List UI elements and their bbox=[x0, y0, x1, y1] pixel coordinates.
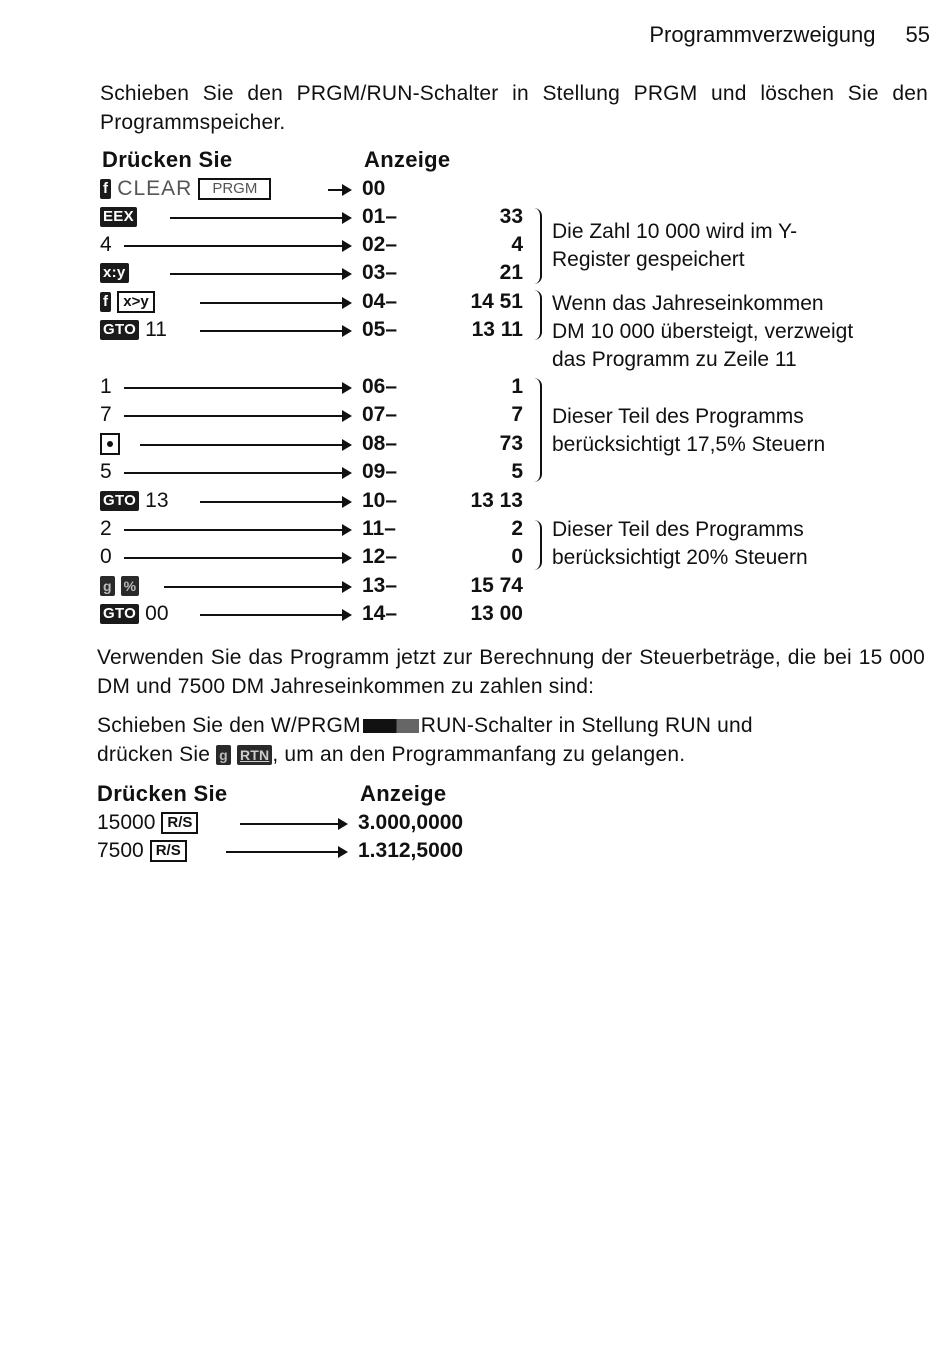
step-number: 09– bbox=[362, 460, 398, 483]
header-title: Programmverzweigung bbox=[649, 22, 876, 47]
step-number: 08– bbox=[362, 432, 398, 455]
row-keys bbox=[100, 373, 118, 401]
g-key: g bbox=[216, 745, 231, 765]
row-keys bbox=[100, 515, 118, 543]
brace-icon bbox=[534, 290, 542, 340]
gto-target: 13 bbox=[145, 489, 169, 512]
step-number: 02– bbox=[362, 233, 398, 256]
brace-icon bbox=[534, 208, 542, 284]
prgm-key: PRGM bbox=[198, 178, 271, 200]
step-number: 12– bbox=[362, 545, 398, 568]
note-branch: Wenn das Jahreseinkommen DM 10 000 übersteigt, verzweigt das Programm zu Zeile 11 bbox=[552, 292, 854, 371]
arrow-icon bbox=[226, 851, 346, 853]
arrow-icon bbox=[328, 189, 350, 191]
arrow-icon bbox=[170, 273, 350, 275]
digit-key: 5 bbox=[100, 460, 112, 483]
table1-col-keys: Drücken Sie bbox=[102, 147, 233, 172]
brace-icon bbox=[534, 520, 542, 570]
step-number: 05– bbox=[362, 318, 398, 341]
key-code: 13 11 bbox=[471, 318, 523, 341]
gto-target: 11 bbox=[145, 318, 167, 341]
table-row bbox=[0, 259, 950, 287]
table-row bbox=[0, 809, 950, 837]
step-number: 07– bbox=[362, 403, 398, 426]
page-header bbox=[649, 22, 930, 48]
key-code: 0 bbox=[511, 545, 523, 568]
percent-key: % bbox=[121, 576, 139, 596]
note-y-register: Die Zahl 10 000 wird im Y- Register gespeichert bbox=[552, 220, 798, 271]
arrow-icon bbox=[200, 501, 350, 503]
key-code: 33 bbox=[499, 205, 523, 228]
input-value: 7500 bbox=[97, 839, 144, 862]
arrow-icon bbox=[124, 387, 350, 389]
arrow-icon bbox=[124, 529, 350, 531]
input-value: 15000 bbox=[97, 811, 156, 834]
f-key: f bbox=[100, 292, 111, 312]
table-row bbox=[0, 837, 950, 865]
table-row bbox=[0, 487, 950, 515]
f-key: f bbox=[100, 179, 111, 199]
row-keys bbox=[97, 837, 193, 865]
row-keys bbox=[100, 316, 173, 344]
brace-icon bbox=[534, 378, 542, 482]
gto-target: 00 bbox=[145, 602, 169, 625]
table-row bbox=[0, 175, 950, 203]
arrow-icon bbox=[240, 823, 346, 825]
usage-paragraph: Verwenden Sie das Programm jetzt zur Berechnung der Steuerbeträge, die bei 15 000 DM und 7500 DM Jahreseinkommen zu zahlen sind: bbox=[97, 646, 925, 698]
clear-label: CLEAR bbox=[117, 177, 193, 200]
rtn-key: RTN bbox=[237, 745, 272, 765]
note-17-5-percent: Dieser Teil des Programms berücksichtigt 17,5% Steuern bbox=[552, 405, 826, 456]
key-code: 4 bbox=[511, 233, 523, 256]
arrow-icon bbox=[124, 557, 350, 559]
row-keys bbox=[100, 175, 277, 203]
x-swap-y-key: x:y bbox=[100, 263, 129, 283]
row-keys bbox=[100, 600, 175, 628]
table1-col-display: Anzeige bbox=[364, 147, 451, 172]
table-row bbox=[0, 373, 950, 401]
row-keys bbox=[100, 259, 135, 287]
key-code: 1 bbox=[511, 375, 523, 398]
arrow-icon bbox=[124, 415, 350, 417]
arrow-icon bbox=[200, 302, 350, 304]
step-number: 13– bbox=[362, 574, 398, 597]
key-code: 7 bbox=[511, 403, 523, 426]
arrow-icon bbox=[124, 472, 350, 474]
eex-key: EEX bbox=[100, 207, 137, 227]
table-row bbox=[0, 572, 950, 600]
note-20-percent: Dieser Teil des Programms berücksichtigt 20% Steuern bbox=[552, 518, 808, 569]
key-code: 14 51 bbox=[470, 290, 523, 313]
run-instruction-paragraph: Schieben Sie den W/PRGM RUN-Schalter in Stellung RUN und drücken Sie g RTN , um an den Programmanfang zu gelangen. bbox=[97, 714, 753, 766]
result-value: 1.312,5000 bbox=[358, 839, 464, 862]
row-keys bbox=[100, 572, 145, 600]
step-number: 04– bbox=[362, 290, 398, 313]
row-keys bbox=[100, 430, 126, 458]
key-code: 13 00 bbox=[470, 602, 523, 625]
table-row bbox=[0, 203, 950, 231]
table-row bbox=[0, 231, 950, 259]
gto-key: GTO bbox=[100, 604, 139, 624]
row-keys bbox=[100, 288, 161, 316]
result-value: 3.000,0000 bbox=[358, 811, 464, 834]
step-number: 10– bbox=[362, 489, 398, 512]
table2-col-display: Anzeige bbox=[360, 781, 447, 806]
table-row bbox=[0, 600, 950, 628]
step-number: 06– bbox=[362, 375, 398, 398]
decimal-point-key-icon bbox=[100, 433, 120, 455]
run-stop-key: R/S bbox=[161, 812, 198, 834]
step-number: 00 bbox=[362, 177, 386, 200]
table-row bbox=[0, 458, 950, 486]
row-keys bbox=[100, 458, 118, 486]
table2-col-keys: Drücken Sie bbox=[97, 781, 228, 806]
page-number: 55 bbox=[905, 22, 930, 47]
key-code: 13 13 bbox=[470, 489, 523, 512]
digit-key: 4 bbox=[100, 233, 112, 256]
key-code: 73 bbox=[499, 432, 523, 455]
step-number: 14– bbox=[362, 602, 398, 625]
step-number: 01– bbox=[362, 205, 398, 228]
gto-key: GTO bbox=[100, 491, 139, 511]
g-key: g bbox=[100, 576, 115, 596]
arrow-icon bbox=[164, 586, 350, 588]
step-number: 11– bbox=[362, 517, 396, 540]
row-keys bbox=[100, 203, 143, 231]
row-keys bbox=[100, 231, 118, 259]
intro-paragraph: Schieben Sie den PRGM/RUN-Schalter in Stellung PRGM und löschen Sie den Programmspeicher. bbox=[100, 82, 928, 134]
x-greater-y-key: x>y bbox=[117, 291, 154, 313]
arrow-icon bbox=[140, 444, 350, 446]
row-keys bbox=[97, 809, 204, 837]
digit-key: 2 bbox=[100, 517, 112, 540]
digit-key: 0 bbox=[100, 545, 112, 568]
key-code: 15 74 bbox=[470, 574, 523, 597]
arrow-icon bbox=[124, 245, 350, 247]
step-number: 03– bbox=[362, 261, 398, 284]
arrow-icon bbox=[200, 614, 350, 616]
key-code: 21 bbox=[499, 261, 523, 284]
key-code: 5 bbox=[511, 460, 523, 483]
row-keys bbox=[100, 543, 118, 571]
key-code: 2 bbox=[511, 517, 523, 540]
run-stop-key: R/S bbox=[150, 840, 187, 862]
row-keys bbox=[100, 401, 118, 429]
digit-key: 1 bbox=[100, 375, 112, 398]
arrow-icon bbox=[170, 217, 350, 219]
arrow-icon bbox=[200, 330, 350, 332]
gto-key: GTO bbox=[100, 320, 139, 340]
row-keys bbox=[100, 487, 175, 515]
switch-icon bbox=[363, 719, 419, 733]
digit-key: 7 bbox=[100, 403, 112, 426]
